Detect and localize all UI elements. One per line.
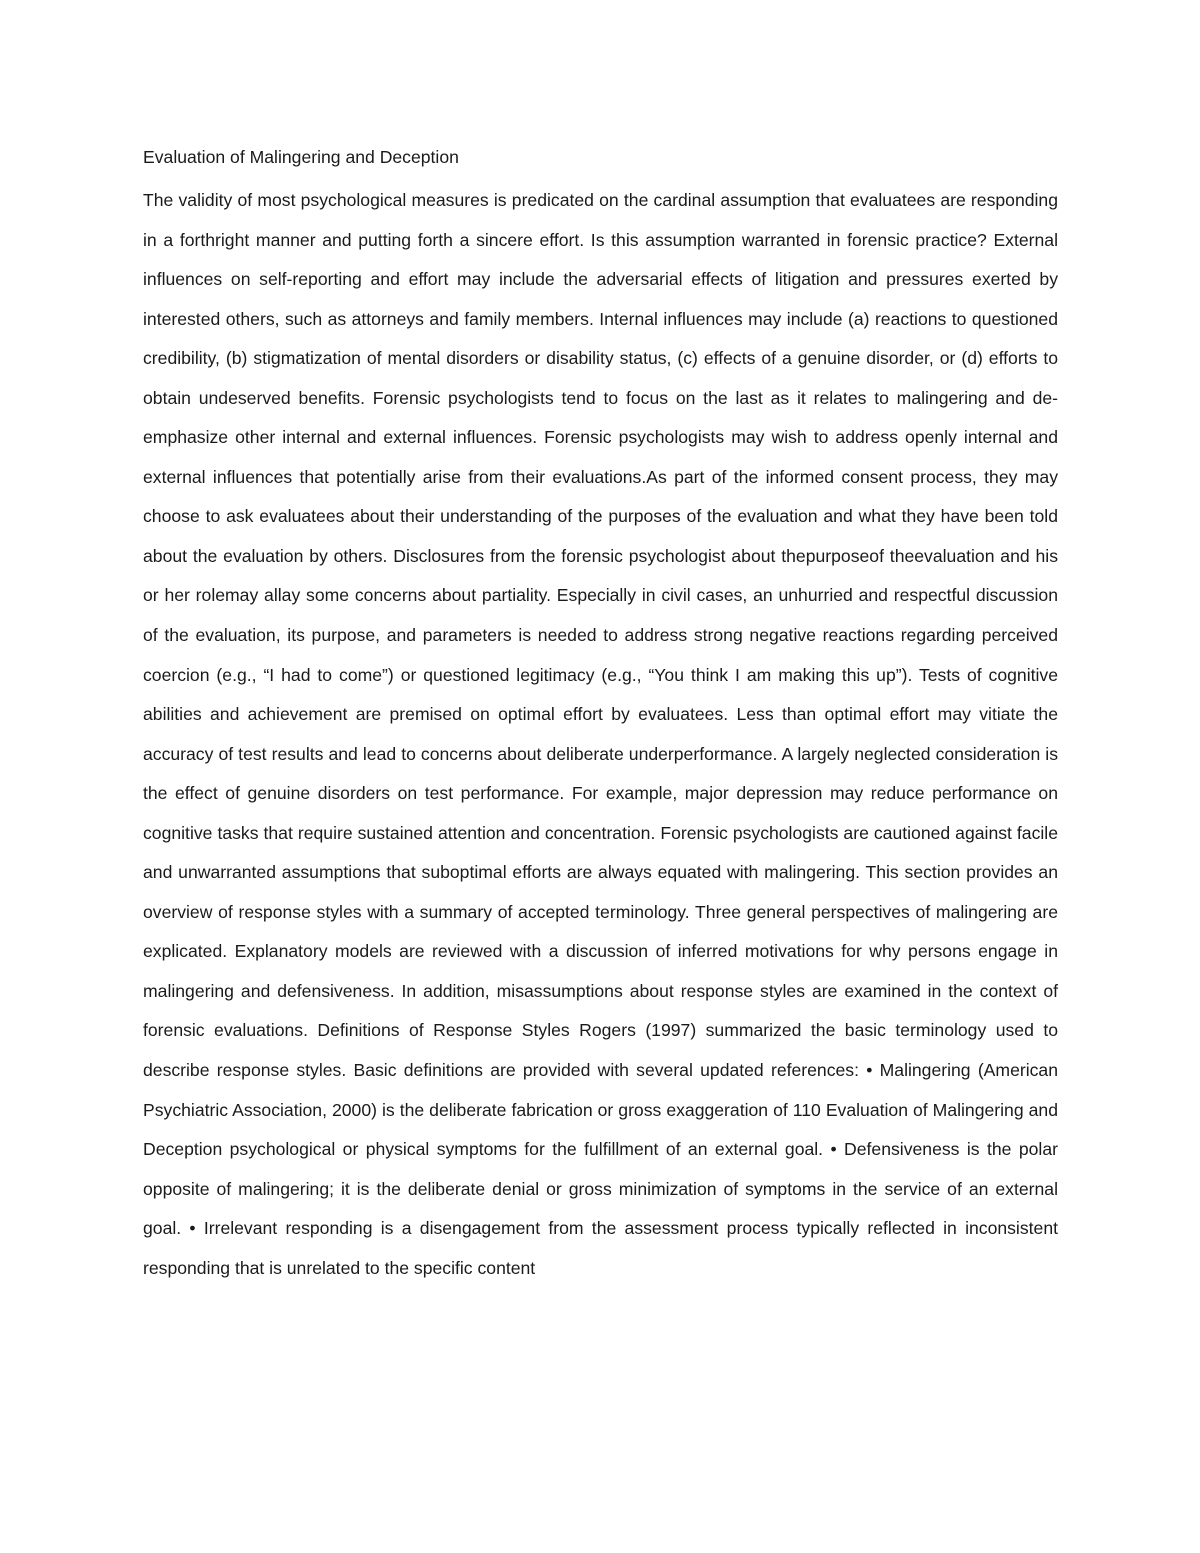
- document-body-paragraph: The validity of most psychological measures is predicated on the cardinal assumption that evaluatees are responding in a forthright manner and putting forth a sincere effort. Is this assumption warranted in forensic practice? External influences on self-reporting and effort may include the adversarial effects of litigation and pressures exerted by interested others, such as attorneys and family members. Internal influences may include (a) reactions to questioned credibility, (b) stigmatization of mental disorders or disability status, (c) effects of a genuine disorder, or (d) efforts to obtain undeserved benefits. Forensic psychologists tend to focus on the last as it relates to malingering and de-emphasize other internal and external influences. Forensic psychologists may wish to address openly internal and external influences that potentially arise from their evaluations.As part of the informed consent process, they may choose to ask evaluatees about their understanding of the purposes of the evaluation and what they have been told about the evaluation by others. Disclosures from the forensic psychologist about thepurposeof theevaluation and his or her rolemay allay some concerns about partiality. Especially in civil cases, an unhurried and respectful discussion of the evaluation, its purpose, and parameters is needed to address strong negative reactions regarding perceived coercion (e.g., “I had to come”) or questioned legitimacy (e.g., “You think I am making this up”). Tests of cognitive abilities and achievement are premised on optimal effort by evaluatees. Less than optimal effort may vitiate the accuracy of test results and lead to concerns about deliberate underperformance. A largely neglected consideration is the effect of genuine disorders on test performance. For example, major depression may reduce performance on cognitive tasks that require sustained attention and concentration. Forensic psychologists are cautioned against facile and unwarranted assumptions that suboptimal efforts are always equated with malingering. This section provides an overview of response styles with a summary of accepted terminology. Three general perspectives of malingering are explicated. Explanatory models are reviewed with a discussion of inferred motivations for why persons engage in malingering and defensiveness. In addition, misassumptions about response styles are examined in the context of forensic evaluations. Definitions of Response Styles Rogers (1997) summarized the basic terminology used to describe response styles. Basic definitions are provided with several updated references: • Malingering (American Psychiatric Association, 2000) is the deliberate fabrication or gross exaggeration of 110 Evaluation of Malingering and Deception psychological or physical symptoms for the fulfillment of an external goal. • Defensiveness is the polar opposite of malingering; it is the deliberate denial or gross minimization of symptoms in the service of an external goal. • Irrelevant responding is a disengagement from the assessment process typically reflected in inconsistent responding that is unrelated to the specific content: [143, 190, 1058, 1278]
- document-title: Evaluation of Malingering and Deception: [143, 147, 459, 167]
- document-content: [143, 142, 1058, 1288]
